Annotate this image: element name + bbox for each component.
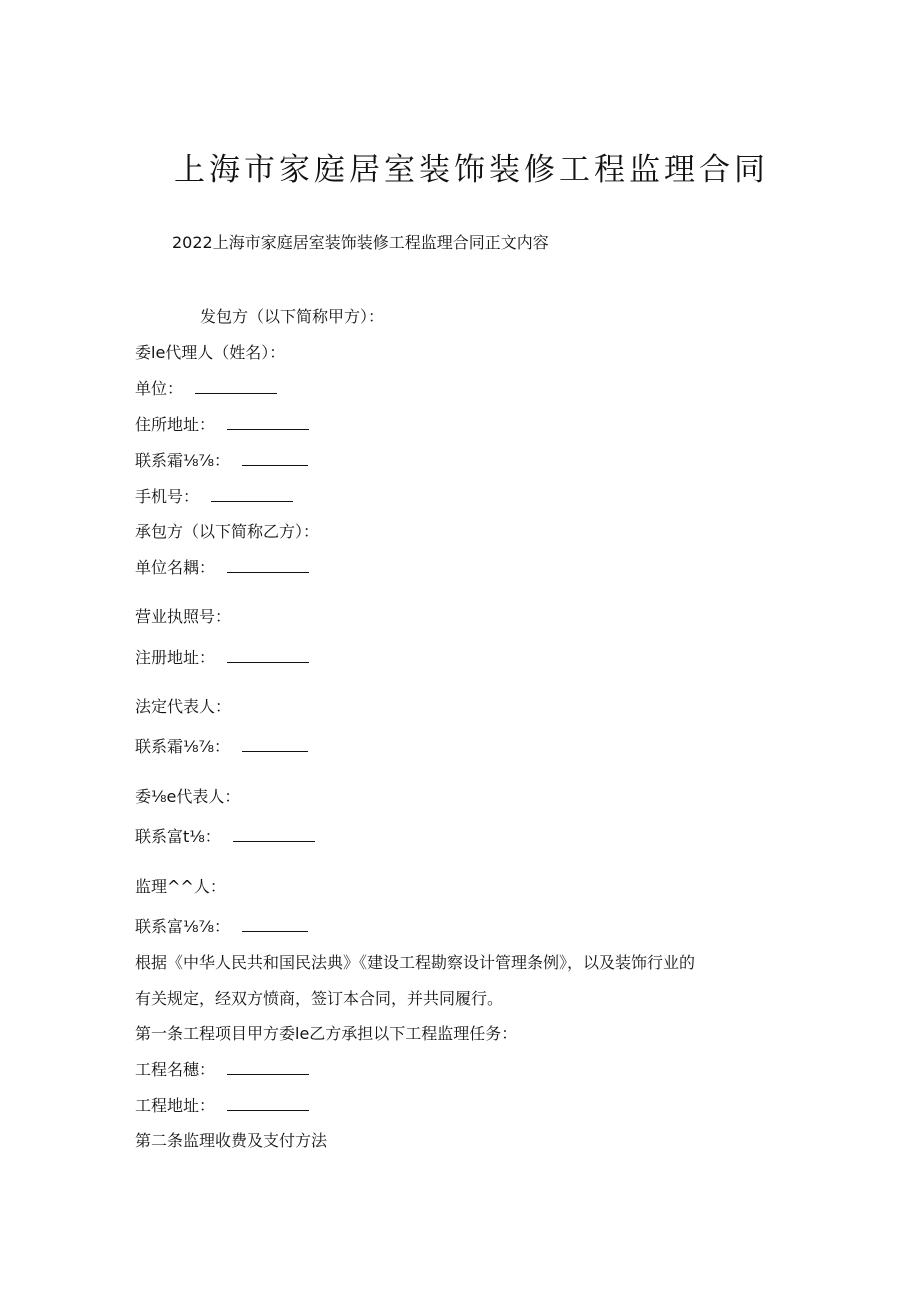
supervisor-line: 监理^^人： [135,877,226,896]
fill-blank [227,415,309,430]
fill-blank [211,487,293,502]
party-b-legal-rep-line: 法定代表人： [135,697,232,716]
party-b-unit-name-line: 单位名耦： [135,557,309,579]
document-subtitle: 2022上海市家庭居室装饰装修工程监理合同正文内容 [172,233,549,252]
party-a-phone-line: 联系霜⅛⅞： [135,450,308,472]
document-title: 上海市家庭居室装饰装修工程监理合同 [174,152,769,188]
party-b-agent-phone-line: 联系富t⅛： [135,826,315,848]
fill-blank [242,737,308,752]
party-b-registered-address-line: 注册地址： [135,647,309,669]
preamble-line-1: 根据《中华人民共和国民法典》《建设工程勘察设计管理条例》，以及装饰行业的 [135,953,696,972]
party-a-agent-line: 委le代理人（姓名）： [135,343,286,362]
fill-blank [242,451,308,466]
preamble-line-2: 有关规定，经双方愤商，签订本合同，并共同履行。 [135,989,504,1008]
project-name-line: 工程名穗： [135,1059,309,1081]
fill-blank [227,1060,309,1075]
party-b-phone-line: 联系霜⅛⅞： [135,736,308,758]
article-2-heading: 第二条监理收费及支付方法 [135,1131,328,1150]
fill-blank [195,379,277,394]
party-a-address-line: 住所地址： [135,414,309,436]
fill-blank [233,827,315,842]
fill-blank [227,558,309,573]
party-b-license-line: 营业执照号： [135,607,232,626]
party-a-unit-line: 单位： [135,378,277,400]
party-b-agent-line: 委⅛e代表人： [135,787,241,806]
fill-blank [227,1096,309,1111]
party-a-mobile-line: 手机号： [135,486,293,508]
fill-blank [242,917,308,932]
project-address-line: 工程地址： [135,1095,309,1117]
party-b-heading: 承包方（以下简称乙方）： [135,522,320,541]
supervisor-phone-line: 联系富⅛⅞： [135,916,308,938]
party-a-heading: 发包方（以下简称甲方）： [200,307,385,326]
article-1-heading: 第一条工程项目甲方委le乙方承担以下工程监理任务： [135,1024,518,1043]
fill-blank [227,648,309,663]
